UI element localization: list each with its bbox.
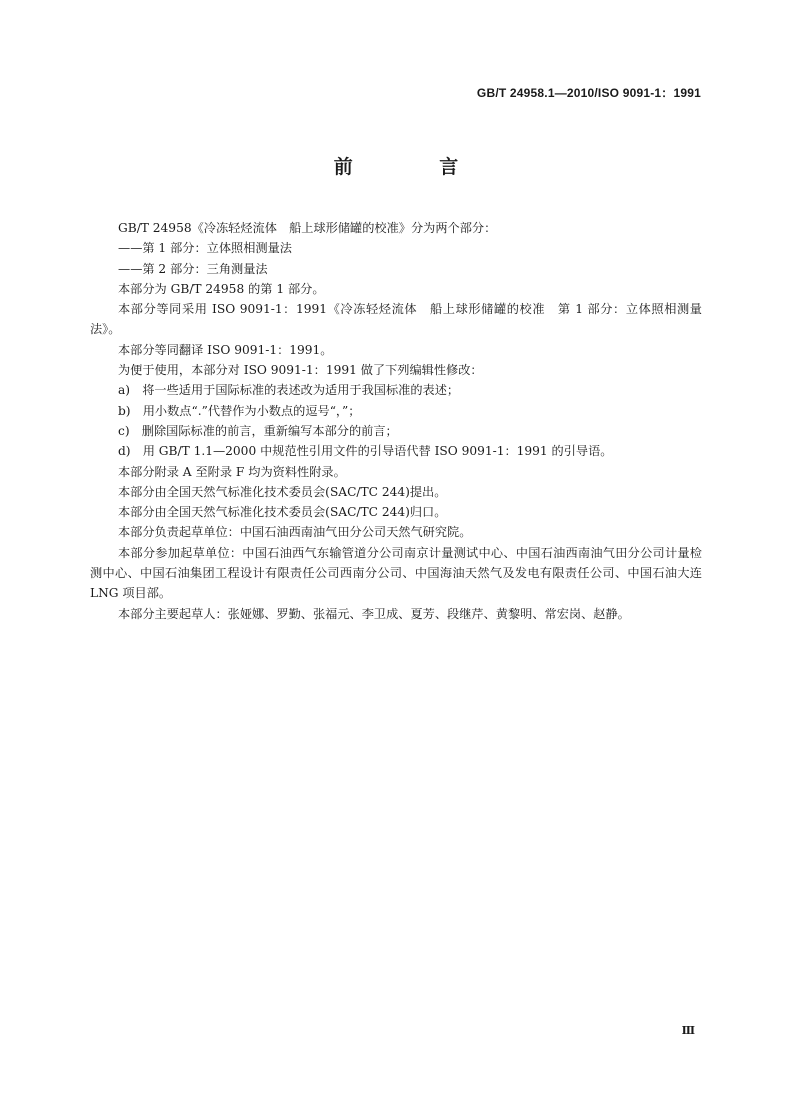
paragraph-drafting-unit: 本部分负责起草单位：中国石油西南油气田分公司天然气研究院。 <box>118 525 472 540</box>
paragraph-translation: 本部分等同翻译 ISO 9091-1：1991。 <box>118 342 333 357</box>
page-title: 前 言 <box>333 156 499 178</box>
standard-code-header: GB/T 24958.1—2010/ISO 9091-1：1991 <box>476 86 701 100</box>
paragraph-edits-intro: 为便于使用，本部分对 ISO 9091-1：1991 做了下列编辑性修改： <box>118 363 483 378</box>
paragraph-adoption: 本部分等同采用 ISO 9091-1：1991《冷冻轻烃流体 船上球形储罐的校准 第 1 部分：立体照相测量法》。 <box>90 302 702 337</box>
paragraph-drafters: 本部分主要起草人：张娅娜、罗勤、张福元、李卫成、夏芳、段继芹、黄黎明、常宏岗、赵静。 <box>118 606 630 621</box>
paragraph-part-2: ——第 2 部分：三角测量法 <box>118 261 268 276</box>
list-item-b: b) 用小数点“.”代替作为小数点的逗号“，”； <box>118 403 361 418</box>
list-item-d: d) 用 GB/T 1.1—2000 中规范性引用文件的引导语代替 ISO 9091-1：1991 的引导语。 <box>118 444 613 459</box>
paragraph-intro: GB/T 24958《冷冻轻烃流体 船上球形储罐的校准》分为两个部分： <box>118 221 497 235</box>
list-item-c: c) 删除国际标准的前言，重新编写本部分的前言； <box>118 423 398 438</box>
list-item-a: a) 将一些适用于国际标准的表述改为适用于我国标准的表述； <box>118 383 460 398</box>
page-number: Ⅲ <box>681 1025 694 1037</box>
paragraph-participating-units: 本部分参加起草单位：中国石油西气东输管道分公司南京计量测试中心、中国石油西南油气田分公司计量检测中心、中国石油集团工程设计有限责任公司西南分公司、中国海油天然气及发电有限责任公司、中国石油大连 LNG 项目部。 <box>90 545 702 601</box>
paragraph-part-1: ——第 1 部分：立体照相测量法 <box>118 241 292 256</box>
paragraph-managed-by: 本部分由全国天然气标准化技术委员会(SAC/TC 244)归口。 <box>118 505 447 520</box>
paragraph-proposed-by: 本部分由全国天然气标准化技术委员会(SAC/TC 244)提出。 <box>118 484 447 499</box>
foreword-body <box>90 218 702 624</box>
paragraph-this-part: 本部分为 GB/T 24958 的第 1 部分。 <box>118 281 325 296</box>
paragraph-annexes: 本部分附录 A 至附录 F 均为资料性附录。 <box>118 464 346 479</box>
